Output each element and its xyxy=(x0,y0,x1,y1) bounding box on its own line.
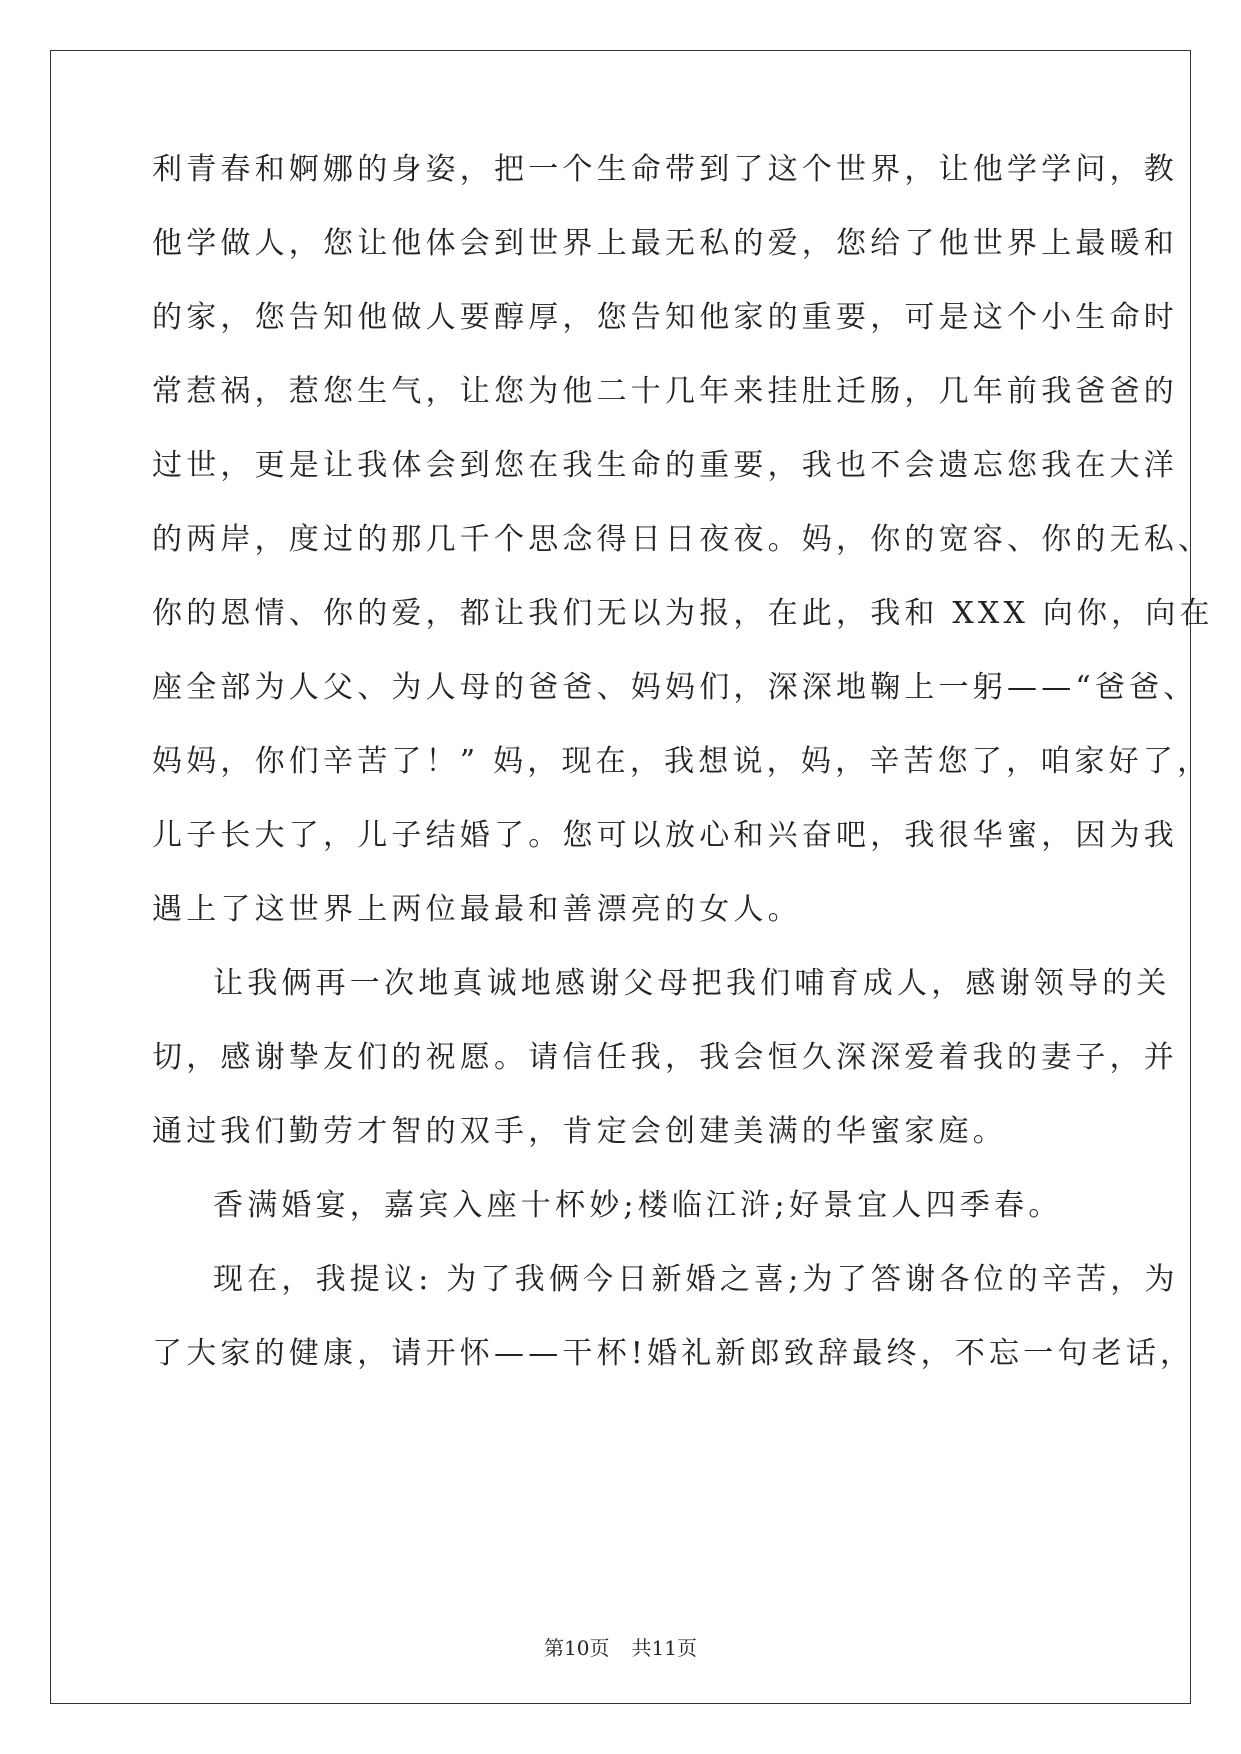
text-line: 的家，您告知他做人要醇厚，您告知他家的重要，可是这个小生命时 xyxy=(152,300,1178,335)
text-line: 常惹祸，惹您生气，让您为他二十几年来挂肚迁肠，几年前我爸爸的 xyxy=(152,374,1178,409)
page-footer xyxy=(0,1632,1241,1661)
text-line: 了大家的健康，请开怀——干杯!婚礼新郎致辞最终，不忘一句老话， xyxy=(152,1336,1195,1371)
text-line: 遇上了这世界上两位最最和善漂亮的女人。 xyxy=(152,892,802,927)
text-line: 让我俩再一次地真诚地感谢父母把我们哺育成人，感谢领导的关 xyxy=(213,966,1171,1001)
text-line: 座全部为人父、为人母的爸爸、妈妈们，深深地鞠上一躬——“爸爸、 xyxy=(152,670,1198,705)
text-line: 香满婚宴，嘉宾入座十杯妙;楼临江浒;好景宜人四季春。 xyxy=(213,1188,1063,1223)
text-line: 过世，更是让我体会到您在我生命的重要，我也不会遗忘您我在大洋 xyxy=(152,448,1178,483)
text-line: 你的恩情、你的爱，都让我们无以为报，在此，我和 XXX 向你，向在 xyxy=(152,596,1214,631)
text-line: 切，感谢挚友们的祝愿。请信任我，我会恒久深深爱着我的妻子，并 xyxy=(152,1040,1178,1075)
text-line: 现在，我提议: 为了我俩今日新婚之喜;为了答谢各位的辛苦，为 xyxy=(213,1262,1179,1297)
text-line: 通过我们勤劳才智的双手，肯定会创建美满的华蜜家庭。 xyxy=(152,1114,1007,1149)
text-line: 的两岸，度过的那几千个思念得日日夜夜。妈，你的宽容、你的无私、 xyxy=(152,522,1213,557)
page-number: 第10页 xyxy=(544,1636,610,1660)
text-line: 儿子长大了，儿子结婚了。您可以放心和兴奋吧，我很华蜜，因为我 xyxy=(152,818,1178,853)
text-line: 他学做人，您让他体会到世界上最无私的爱，您给了他世界上最暖和 xyxy=(152,226,1178,261)
page-total: 共11页 xyxy=(631,1636,697,1660)
text-line: 妈妈，你们辛苦了！” 妈，现在，我想说，妈，辛苦您了，咱家好了， xyxy=(152,744,1212,779)
text-line: 利青春和婀娜的身姿，把一个生命带到了这个世界，让他学学问，教 xyxy=(152,152,1178,187)
